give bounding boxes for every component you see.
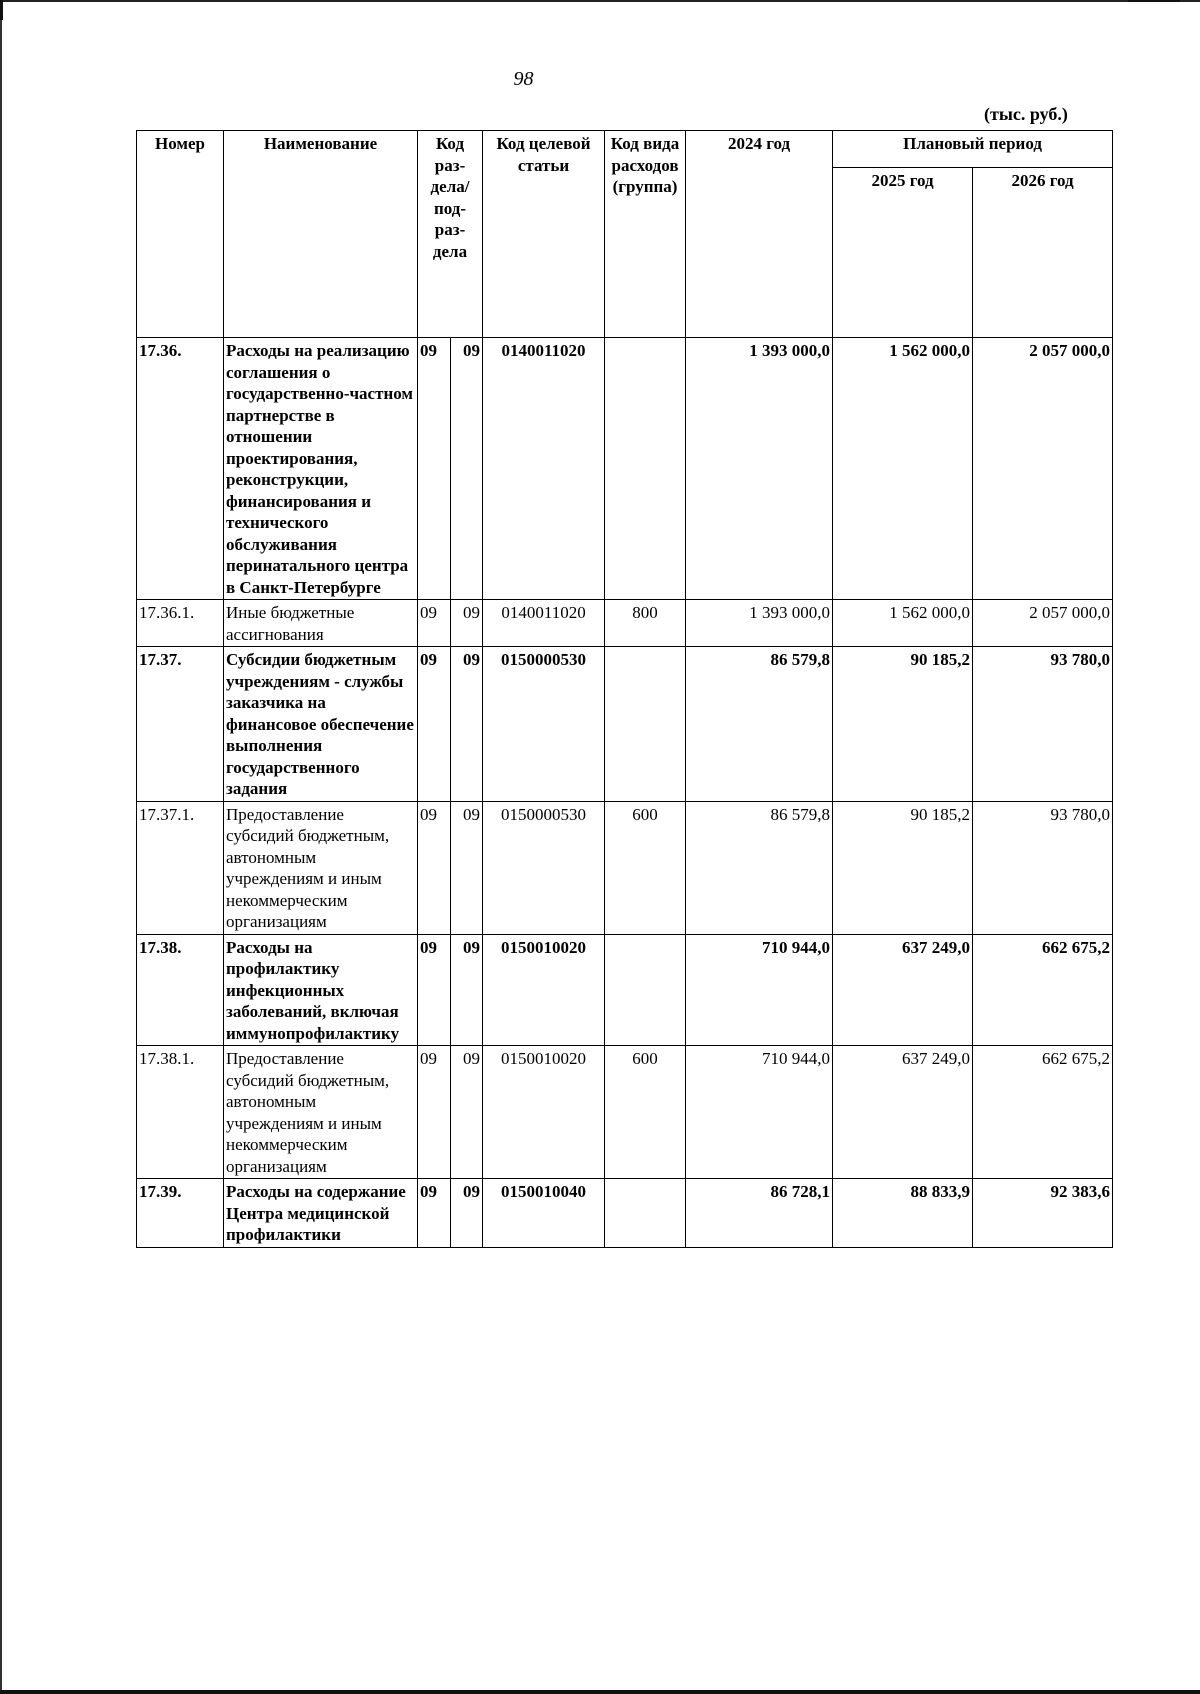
row-2025: 88 833,9 (833, 1179, 973, 1248)
table-row (137, 600, 1113, 647)
row-2026: 662 675,2 (973, 934, 1113, 1046)
header-section: Код раз-дела/ под-раз-дела (418, 131, 483, 338)
scan-mark-left (0, 0, 3, 20)
row-2024: 710 944,0 (686, 1046, 833, 1179)
table-row (137, 801, 1113, 934)
row-2025: 1 562 000,0 (833, 338, 973, 600)
row-section: 09 (418, 801, 451, 934)
row-name: Расходы на реализацию соглашения о государственно-частном партнерстве в отношении проектирования, реконструкции, финансирования и технического обслуживания перинатального центра в Санкт-Петербурге (224, 338, 418, 600)
row-name: Расходы на содержание Центра медицинской профилактики (224, 1179, 418, 1248)
header-row-1 (137, 131, 1113, 168)
table-row (137, 647, 1113, 802)
row-2024: 86 728,1 (686, 1179, 833, 1248)
scan-line-top (0, 0, 1200, 2)
table-row (137, 1179, 1113, 1248)
row-subsection: 09 (451, 338, 483, 600)
row-2026: 2 057 000,0 (973, 600, 1113, 647)
row-target: 0150010020 (483, 934, 605, 1046)
row-target: 0140011020 (483, 338, 605, 600)
row-2026: 93 780,0 (973, 647, 1113, 802)
header-target: Код целевой статьи (483, 131, 605, 338)
units-label: (тыс. руб.) (984, 104, 1068, 124)
header-2025: 2025 год (833, 168, 973, 338)
row-kind (605, 647, 686, 802)
row-name: Предоставление субсидий бюджетным, автономным учреждениям и иным некоммерческим организациям (224, 1046, 418, 1179)
scan-mark-right (1128, 0, 1180, 2)
row-kind: 800 (605, 600, 686, 647)
row-number: 17.39. (137, 1179, 224, 1248)
row-name: Предоставление субсидий бюджетным, автономным учреждениям и иным некоммерческим организациям (224, 801, 418, 934)
row-2026: 2 057 000,0 (973, 338, 1113, 600)
header-number: Номер (137, 131, 224, 338)
row-2026: 93 780,0 (973, 801, 1113, 934)
row-target: 0140011020 (483, 600, 605, 647)
row-kind (605, 1179, 686, 1248)
row-2026: 662 675,2 (973, 1046, 1113, 1179)
row-name: Расходы на профилактику инфекционных заболеваний, включая иммунопрофилактику (224, 934, 418, 1046)
row-2025: 637 249,0 (833, 1046, 973, 1179)
page-number: 98 (513, 68, 534, 90)
header-2026: 2026 год (973, 168, 1113, 338)
row-section: 09 (418, 1046, 451, 1179)
row-kind: 600 (605, 801, 686, 934)
row-2025: 637 249,0 (833, 934, 973, 1046)
row-2024: 1 393 000,0 (686, 600, 833, 647)
row-2025: 1 562 000,0 (833, 600, 973, 647)
header-2024: 2024 год (686, 131, 833, 338)
row-2024: 86 579,8 (686, 647, 833, 802)
row-2026: 92 383,6 (973, 1179, 1113, 1248)
row-number: 17.37.1. (137, 801, 224, 934)
row-2025: 90 185,2 (833, 647, 973, 802)
row-kind (605, 338, 686, 600)
row-subsection: 09 (451, 647, 483, 802)
row-section: 09 (418, 647, 451, 802)
row-name: Субсидии бюджетным учреждениям - службы заказчика на финансовое обеспечение выполнения государственного задания (224, 647, 418, 802)
row-2024: 86 579,8 (686, 801, 833, 934)
header-kind: Код вида расходов (группа) (605, 131, 686, 338)
row-number: 17.38.1. (137, 1046, 224, 1179)
row-number: 17.38. (137, 934, 224, 1046)
row-subsection: 09 (451, 1046, 483, 1179)
table-row (137, 338, 1113, 600)
row-target: 0150010040 (483, 1179, 605, 1248)
row-target: 0150000530 (483, 647, 605, 802)
table-row (137, 1046, 1113, 1179)
row-section: 09 (418, 338, 451, 600)
budget-table (136, 130, 1113, 1248)
row-number: 17.37. (137, 647, 224, 802)
scan-edge-left (0, 0, 2, 1694)
row-subsection: 09 (451, 934, 483, 1046)
header-name: Наименование (224, 131, 418, 338)
row-name: Иные бюджетные ассигнования (224, 600, 418, 647)
row-subsection: 09 (451, 600, 483, 647)
row-2025: 90 185,2 (833, 801, 973, 934)
row-2024: 710 944,0 (686, 934, 833, 1046)
row-section: 09 (418, 1179, 451, 1248)
row-kind (605, 934, 686, 1046)
scan-line-bottom (0, 1690, 1200, 1694)
row-section: 09 (418, 934, 451, 1046)
row-target: 0150010020 (483, 1046, 605, 1179)
table-row (137, 934, 1113, 1046)
row-subsection: 09 (451, 801, 483, 934)
row-target: 0150000530 (483, 801, 605, 934)
row-kind: 600 (605, 1046, 686, 1179)
row-section: 09 (418, 600, 451, 647)
row-subsection: 09 (451, 1179, 483, 1248)
row-number: 17.36.1. (137, 600, 224, 647)
row-number: 17.36. (137, 338, 224, 600)
row-2024: 1 393 000,0 (686, 338, 833, 600)
header-plan-period: Плановый период (833, 131, 1113, 168)
